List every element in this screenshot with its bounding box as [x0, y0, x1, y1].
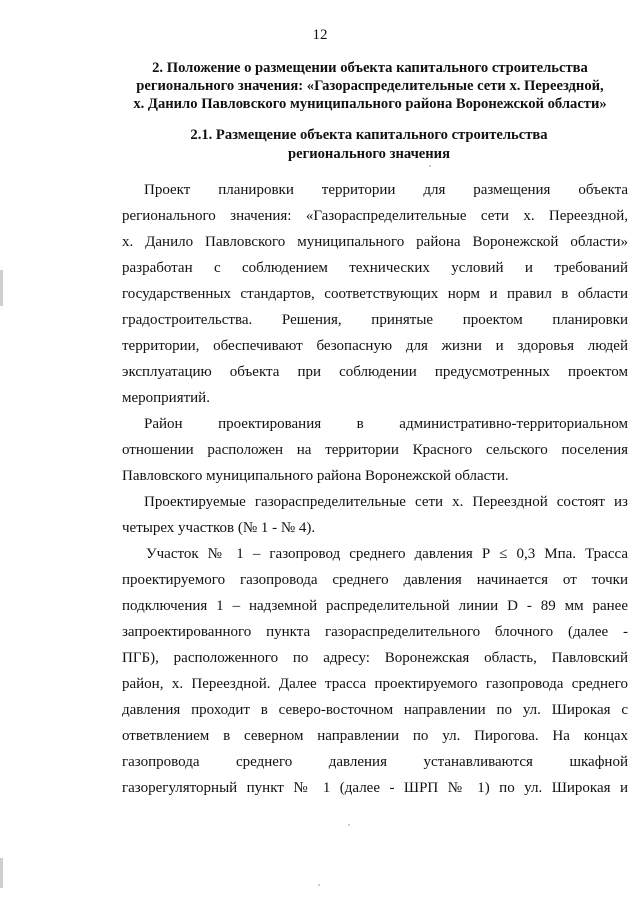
section-heading-line: регионального значения: «Газораспределительные сети х. Переездной,: [136, 78, 604, 94]
paragraph-line: газорегуляторный пункт № 1 (далее - ШРП № 1) по ул. Широкая и: [122, 780, 628, 796]
paragraph-line: х. Данило Павловского муниципального района Воронежской области»: [122, 234, 628, 250]
section-heading-line: 2. Положение о размещении объекта капитального строительства: [152, 60, 588, 76]
subsection-heading-line: 2.1. Размещение объекта капитального строительства: [190, 127, 548, 143]
scan-edge-mark: [0, 858, 3, 888]
paragraph-line: регионального значения: «Газораспределительные сети х. Переездной,: [122, 208, 628, 224]
paragraph-line: газопровода среднего давления устанавливаются шкафной: [122, 754, 628, 770]
paragraph-line: территории, обеспечивают безопасную для жизни и здоровья людей: [122, 338, 628, 354]
section-heading: [112, 59, 628, 113]
paragraph: [122, 489, 628, 541]
paragraph-line: Участок № 1 – газопровод среднего давления Р ≤ 0,3 Мпа. Трасса: [146, 546, 628, 562]
paragraph-line: мероприятий.: [122, 390, 210, 406]
subsection-heading: [170, 126, 568, 164]
paragraph-line: эксплуатацию объекта при соблюдении предусмотренных проектом: [122, 364, 628, 380]
paragraph-line: давления проходит в северо-восточном направлении по ул. Широкая с: [122, 702, 628, 718]
paragraph-line: Павловского муниципального района Воронежской области.: [122, 468, 509, 484]
paragraph-line: подключения 1 – надземной распределительной линии D - 89 мм ранее: [122, 598, 628, 614]
paragraph-line: Проект планировки территории для размещения объекта: [144, 182, 628, 198]
paragraph-line: запроектированного пункта газораспределительного блочного (далее -: [122, 624, 628, 640]
paragraph-line: район, х. Переездной. Далее трасса проектируемого газопровода среднего: [122, 676, 628, 692]
scan-speck: [318, 884, 320, 886]
paragraph-line: четырех участков (№ 1 - № 4).: [122, 520, 316, 536]
page-number: 12: [312, 27, 328, 43]
section-heading-line: х. Данило Павловского муниципального района Воронежской области»: [133, 96, 607, 112]
paragraph-line: разработан с соблюдением технических условий и требований: [122, 260, 628, 276]
scan-edge-mark: [0, 270, 3, 306]
paragraph-line: ПГБ), расположенного по адресу: Воронежская область, Павловский: [122, 650, 628, 666]
paragraph-line: проектируемого газопровода среднего давления начинается от точки: [122, 572, 628, 588]
scan-speck: [429, 165, 431, 167]
paragraph: [122, 411, 628, 489]
subsection-heading-line: регионального значения: [288, 146, 450, 162]
paragraph-line: градостроительства. Решения, принятые проектом планировки: [122, 312, 628, 328]
paragraph-line: отношении расположен на территории Красного сельского поселения: [122, 442, 628, 458]
paragraph-line: государственных стандартов, соответствующих норм и правил в области: [122, 286, 628, 302]
paragraph-line: Район проектирования в административно-территориальном: [144, 416, 628, 432]
paragraph: [122, 541, 628, 801]
paragraph: [122, 177, 628, 411]
scan-speck: [348, 824, 350, 826]
paragraph-line: ответвлением в северном направлении по ул. Пирогова. На концах: [122, 728, 628, 744]
paragraph-line: Проектируемые газораспределительные сети х. Переездной состоят из: [144, 494, 628, 510]
